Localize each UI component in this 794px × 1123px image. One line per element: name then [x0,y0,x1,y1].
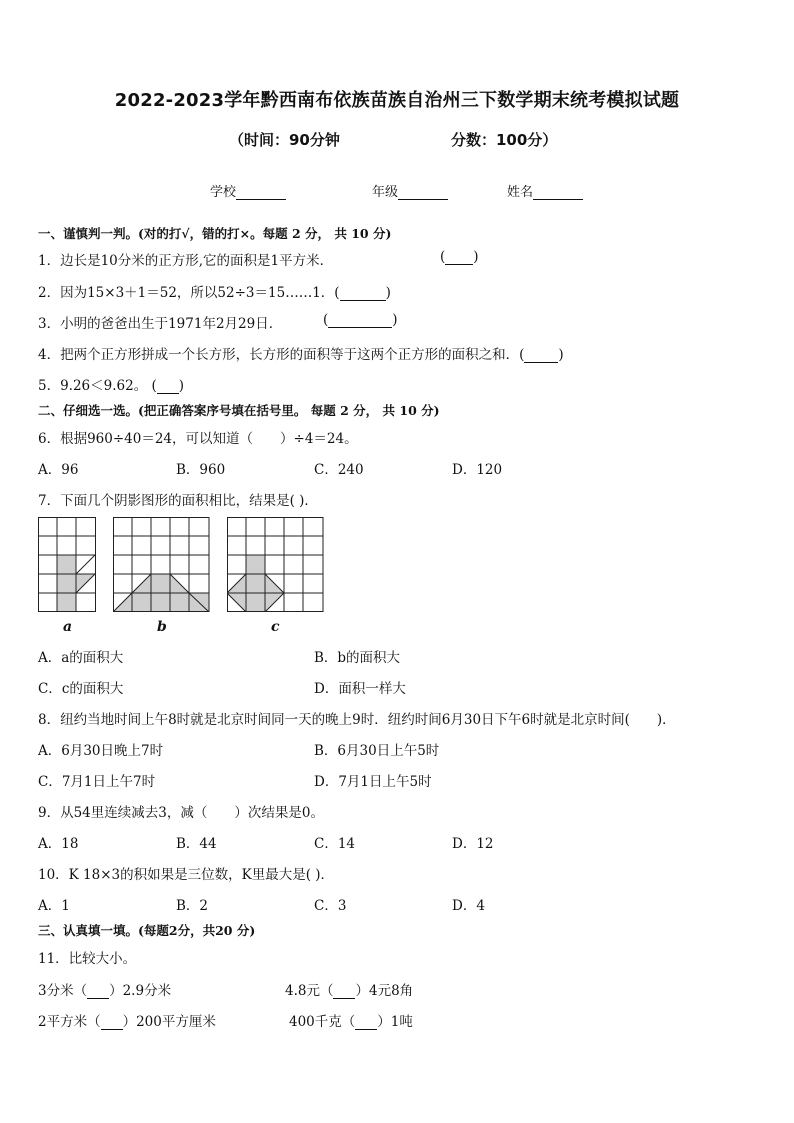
q9-option-a[interactable]: A．18 [38,836,79,852]
figure-b-label: b [157,619,167,635]
compare-item-1 [38,979,171,999]
answer-2-blank[interactable] [340,286,386,301]
question-11: 11．比较大小。 [38,951,137,967]
answer-3[interactable]: ( ) [323,312,398,328]
q6-option-b[interactable]: B．960 [176,462,226,478]
name-blank[interactable] [533,185,583,200]
school-label: 学校 [210,185,237,200]
question-4: 4．把两个正方形拼成一个长方形，长方形的面积等于这两个正方形的面积之和．( ) [38,347,564,363]
compare-1-blank[interactable] [87,984,109,999]
compare-2-left: 4.8元（ [285,983,334,999]
grade-label: 年级 [372,185,399,200]
compare-1-right: ）2.9分米 [109,983,172,999]
q8-option-b[interactable]: B．6月30日上午5时 [314,743,440,759]
compare-item-2 [285,979,413,999]
compare-item-4 [289,1010,413,1030]
name-label: 姓名 [507,185,534,200]
figure-c-grid [227,517,324,612]
answer-5-blank[interactable] [157,379,179,394]
figure-c-shaded [227,555,284,612]
question-9: 9．从54里连续减去3，减（ ）次结果是0。 [38,805,324,821]
question-2: 2．因为15×3＋1＝52，所以52÷3＝15……1．( ) [38,285,391,301]
compare-4-left: 400千克（ [289,1014,356,1030]
figure-c-label: c [271,619,280,635]
compare-4-right: ）1吨 [377,1014,413,1030]
q8-option-c[interactable]: C．7月1日上午7时 [38,774,156,790]
q8-option-d[interactable]: D．7月1日上午5时 [314,774,432,790]
page-title: 2022-2023学年黔西南布依族苗族自治州三下数学期末统考模拟试题 [114,90,680,111]
compare-3-right: ）200平方厘米 [122,1014,216,1030]
compare-2-right: ）4元8角 [355,983,414,999]
q6-option-c[interactable]: C．240 [314,462,364,478]
q7-option-c[interactable]: C．c的面积大 [38,681,124,697]
q7-option-a[interactable]: A．a的面积大 [38,650,124,666]
figure-a-grid [38,517,97,612]
question-10: 10．K 18×3的积如果是三位数，K里最大是( )． [38,867,335,883]
question-5: 5．9.26＜9.62。 ( ) [38,378,185,394]
grade-field[interactable] [372,181,448,200]
compare-3-left: 2平方米（ [38,1014,101,1030]
q6-option-a[interactable]: A．96 [38,462,79,478]
q10-option-a[interactable]: A．1 [38,898,70,914]
question-1 [38,249,333,269]
q6-option-d[interactable]: D．120 [452,462,503,478]
q8-option-a[interactable]: A．6月30日晚上7时 [38,743,164,759]
answer-4-blank[interactable] [524,348,558,363]
q9-option-b[interactable]: B．44 [176,836,217,852]
question-8: 8．纽约当地时间上午8时就是北京时间同一天的晚上9时．纽约时间6月30日下午6时就是北京时间( )． [38,712,676,728]
answer-1[interactable]: ( ) [440,249,479,265]
school-blank[interactable] [236,185,286,200]
compare-2-blank[interactable] [333,984,355,999]
question-3 [38,312,282,332]
compare-3-blank[interactable] [101,1015,123,1030]
question-3-text: 3．小明的爸爸出生于1971年2月29日． [38,316,283,332]
figure-a-label: a [63,619,73,635]
total-score: 分数：100分） [451,131,558,149]
section3-heading: 三、认真填一填。(每题2分，共20 分) [38,923,256,938]
compare-item-3 [38,1010,216,1030]
q9-option-c[interactable]: C．14 [314,836,356,852]
section2-heading: 二、仔细选一选。(把正确答案序号填在括号里。 每题 2 分， 共 10 分) [38,403,440,418]
section1-heading: 一、谨慎判一判。(对的打√，错的打×。每题 2 分， 共 10 分) [38,226,392,241]
school-field[interactable] [210,181,286,200]
q7-option-d[interactable]: D．面积一样大 [314,681,406,697]
time-limit: （时间：90分钟 [229,131,340,149]
answer-3-blank[interactable] [328,313,392,328]
q10-option-d[interactable]: D．4 [452,898,485,914]
grade-blank[interactable] [398,185,448,200]
compare-4-blank[interactable] [355,1015,377,1030]
question-7: 7．下面几个阴影图形的面积相比，结果是( )． [38,493,318,509]
question-1-text: 1．边长是10分米的正方形,它的面积是1平方米． [38,253,334,269]
compare-1-left: 3分米（ [38,983,88,999]
q10-option-b[interactable]: B．2 [176,898,209,914]
answer-1-blank[interactable] [445,250,473,265]
figure-b-grid [113,517,210,612]
question-2-text: 2．因为15×3＋1＝52，所以52÷3＝15……1．( [38,285,340,301]
q10-option-c[interactable]: C．3 [314,898,347,914]
question-6: 6．根据960÷40＝24，可以知道（ ）÷4＝24。 [38,431,358,447]
question-5-text: 5．9.26＜9.62。 ( [38,378,157,394]
q9-option-d[interactable]: D．12 [452,836,494,852]
name-field[interactable] [507,181,583,200]
q7-option-b[interactable]: B．b的面积大 [314,650,401,666]
question-4-text: 4．把两个正方形拼成一个长方形，长方形的面积等于这两个正方形的面积之和．( [38,347,525,363]
